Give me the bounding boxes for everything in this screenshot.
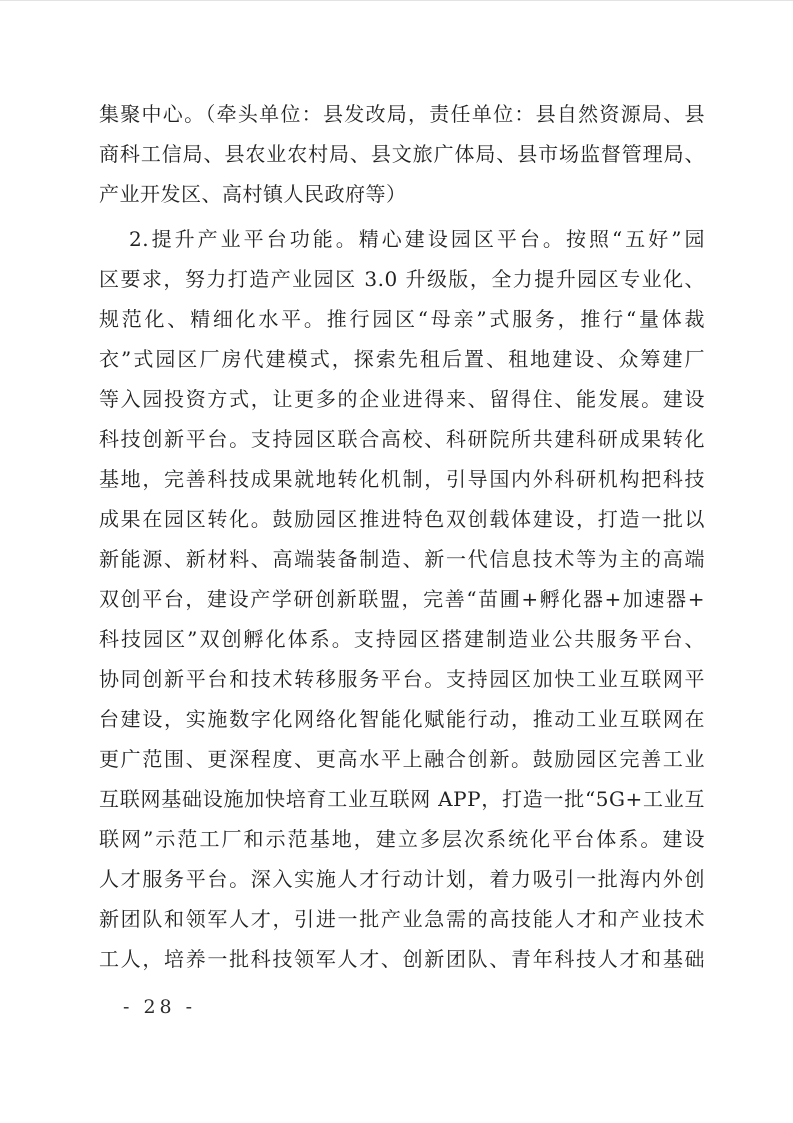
text-line: 集聚中心。（牵头单位：县发改局，责任单位：县自然资源局、县 bbox=[99, 102, 705, 126]
text-line: 2.提升产业平台功能。精心建设园区平台。按照“五好”园 bbox=[129, 227, 705, 251]
text-line: 台建设，实施数字化网络化智能化赋能行动，推动工业互联网在 bbox=[99, 707, 705, 731]
text-line: 等入园投资方式，让更多的企业进得来、留得住、能发展。建设 bbox=[99, 387, 705, 411]
text-line: 产业开发区、高村镇人民政府等） bbox=[99, 182, 407, 206]
paragraph-continuation bbox=[99, 94, 705, 214]
text-line: 新团队和领军人才，引进一批产业急需的高技能人才和产业技术 bbox=[99, 907, 705, 931]
text-line: 规范化、精细化水平。推行园区“母亲”式服务，推行“量体裁 bbox=[99, 307, 705, 331]
text-line: 基地，完善科技成果就地转化机制，引导国内外科研机构把科技 bbox=[99, 467, 705, 491]
text-line: 成果在园区转化。鼓励园区推进特色双创载体建设，打造一批以 bbox=[99, 507, 705, 531]
text-line: 新能源、新材料、高端装备制造、新一代信息技术等为主的高端 bbox=[99, 547, 705, 571]
text-line: 工人，培养一批科技领军人才、创新团队、青年科技人才和基础 bbox=[99, 947, 705, 971]
document-body bbox=[99, 94, 705, 979]
text-line: 人才服务平台。深入实施人才行动计划，着力吸引一批海内外创 bbox=[99, 867, 705, 891]
text-line: 联网”示范工厂和示范基地，建立多层次系统化平台体系。建设 bbox=[99, 827, 705, 851]
text-line: 科技园区”双创孵化体系。支持园区搭建制造业公共服务平台、 bbox=[99, 627, 705, 651]
text-line: 衣”式园区厂房代建模式，探索先租后置、租地建设、众筹建厂 bbox=[99, 347, 705, 371]
text-line: 互联网基础设施加快培育工业互联网 APP，打造一批“5G+工业互 bbox=[99, 787, 705, 811]
text-line: 商科工信局、县农业农村局、县文旅广体局、县市场监督管理局、 bbox=[99, 142, 705, 166]
text-line: 双创平台，建设产学研创新联盟，完善“苗圃+孵化器+加速器+ bbox=[99, 587, 705, 611]
text-line: 科技创新平台。支持园区联合高校、科研院所共建科研成果转化 bbox=[99, 427, 705, 451]
paragraph-item-2 bbox=[99, 219, 705, 979]
text-line: 区要求，努力打造产业园区 3.0 升级版，全力提升园区专业化、 bbox=[99, 267, 705, 291]
text-line: 更广范围、更深程度、更高水平上融合创新。鼓励园区完善工业 bbox=[99, 747, 705, 771]
text-line: 协同创新平台和技术转移服务平台。支持园区加快工业互联网平 bbox=[99, 667, 705, 691]
page-number: - 28 - bbox=[123, 996, 197, 1018]
